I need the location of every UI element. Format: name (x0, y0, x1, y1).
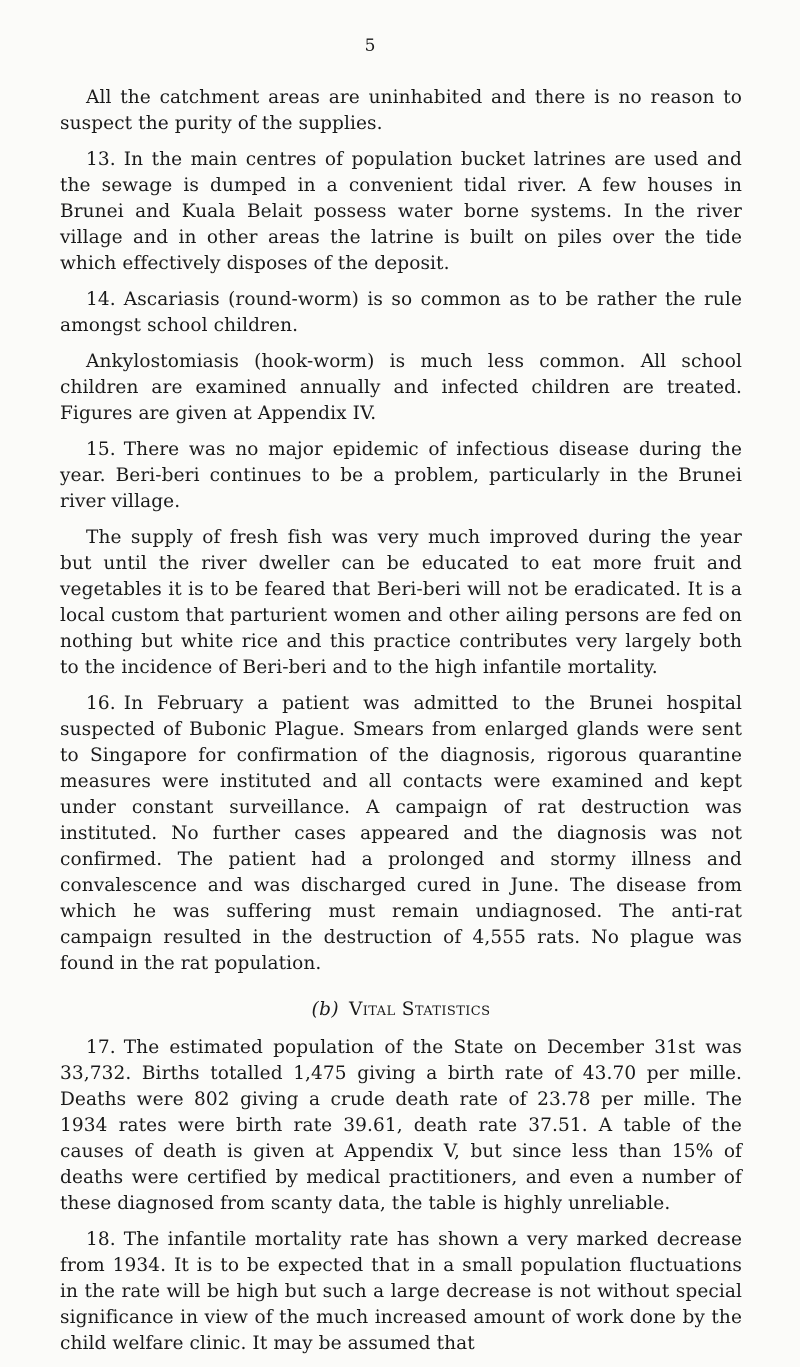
section-title: Vital Statistics (349, 999, 491, 1020)
paragraph-number: 15. (86, 439, 116, 460)
paragraph-17 (60, 1035, 742, 1217)
paragraph-fresh-fish (60, 525, 742, 681)
paragraph-text: Ascariasis (round-worm) is so common as to be rather the rule amongst school children. (60, 289, 742, 336)
paragraph-number: 13. (86, 149, 116, 170)
paragraph-number: 17. (86, 1037, 116, 1058)
paragraph-hookworm (60, 349, 742, 427)
paragraph-text: Ankylostomiasis (hook-worm) is much less common. All school children are examined annually and infected children are treated. Figures are given at Appendix IV. (60, 351, 742, 424)
paragraph-text: The infantile mortality rate has shown a very marked decrease from 1934. It is to be expected that in a small population fluctuations in the rate will be high but such a large decrease is not without special significance in view of the much increased amount of work done by the child welfare clinic. It may be assumed that (60, 1229, 742, 1354)
paragraph-14 (60, 287, 742, 339)
paragraph-number: 16. (86, 693, 116, 714)
paragraph-catchment (60, 85, 742, 137)
paragraph-text: In the main centres of population bucket latrines are used and the sewage is dumped in a convenient tidal river. A few houses in Brunei and Kuala Belait possess water borne systems. In the river village and in other areas the latrine is built on piles over the tide which effectively disposes of the deposit. (60, 149, 742, 274)
page-body (60, 85, 742, 1367)
paragraph-13 (60, 147, 742, 277)
page-number: 5 (364, 36, 376, 56)
paragraph-16 (60, 691, 742, 977)
paragraph-number: 18. (86, 1229, 116, 1250)
paragraph-number: 14. (86, 289, 116, 310)
paragraph-text: The estimated population of the State on December 31st was 33,732. Births totalled 1,475 giving a birth rate of 43.70 per mille. Deaths were 802 giving a crude death rate of 23.78 per mille. The 1934 rates were birth rate 39.61, death rate 37.51. A table of the causes of death is given at Appendix V, but since less than 15% of deaths were certified by medical practitioners, and even a number of these diagnosed from scanty data, the table is highly unreliable. (60, 1037, 742, 1214)
paragraph-15 (60, 437, 742, 515)
paragraph-text: There was no major epidemic of infectious disease during the year. Beri-beri continues to be a problem, particularly in the Brunei river village. (60, 439, 742, 512)
section-heading (60, 997, 742, 1023)
section-label: (b) (311, 999, 340, 1020)
paragraph-text: All the catchment areas are uninhabited and there is no reason to suspect the purity of the supplies. (60, 87, 742, 134)
paragraph-18 (60, 1227, 742, 1357)
paragraph-text: In February a patient was admitted to the Brunei hospital suspected of Bubonic Plague. Smears from enlarged glands were sent to Singapore for confirmation of the diagnosis, rigorous quarantine measures were instituted and all contacts were examined and kept under constant surveillance. A campaign of rat destruction was instituted. No further cases appeared and the diagnosis was not confirmed. The patient had a prolonged and stormy illness and convalescence and was discharged cured in June. The disease from which he was suffering must remain undiagnosed. The anti-rat campaign resulted in the destruction of 4,555 rats. No plague was found in the rat population. (60, 693, 742, 974)
paragraph-text: The supply of fresh fish was very much improved during the year but until the river dweller can be educated to eat more fruit and vegetables it is to be feared that Beri-beri will not be eradicated. It is a local custom that parturient women and other ailing persons are fed on nothing but white rice and this practice contributes very largely both to the incidence of Beri-beri and to the high infantile mortality. (60, 527, 742, 678)
